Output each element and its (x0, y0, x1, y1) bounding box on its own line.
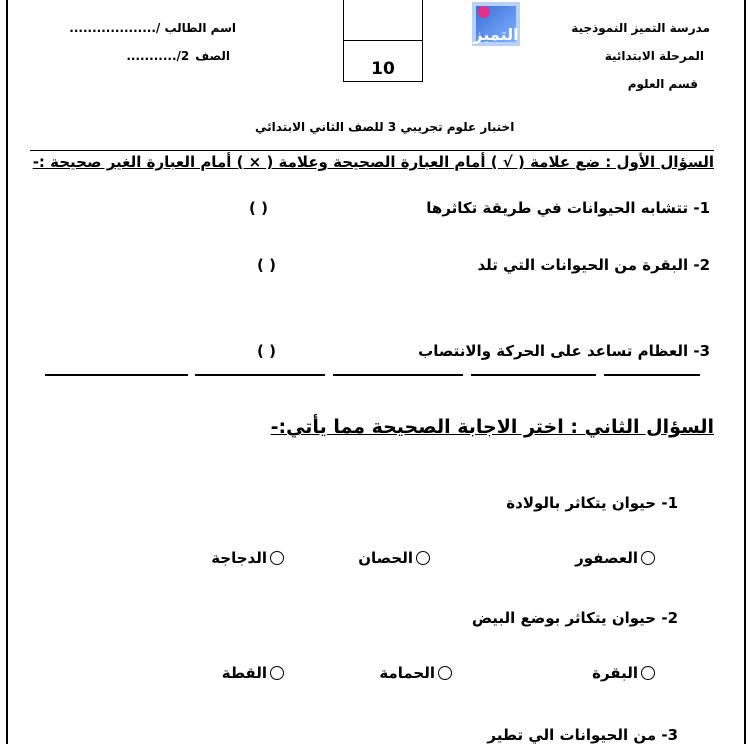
class-label: الصف (195, 49, 230, 63)
answer-blank-1[interactable]: ( ) (249, 199, 268, 217)
score-divider (344, 40, 422, 41)
option-label: القطة (221, 664, 267, 682)
school-info (571, 14, 710, 98)
question2-item-1: 1- حيوان يتكاثر بالولادة (506, 494, 678, 512)
separator-segment (471, 374, 596, 376)
option-label: البقرة (592, 664, 638, 682)
radio-circle-icon[interactable] (641, 551, 655, 565)
radio-circle-icon[interactable] (270, 551, 284, 565)
separator-segment (604, 374, 700, 376)
question1-title: السؤال الأول : ضع علامة ( √ ) أمام العبارة الصحيحة وعلامة ( × ) أمام العبارة الغير صحيحة :- (32, 153, 714, 171)
radio-circle-icon[interactable] (438, 666, 452, 680)
page-border-left (6, 0, 8, 744)
class-value: 2/........... (126, 49, 190, 63)
question1-item-2: 2- البقرة من الحيوانات التي تلد (477, 256, 710, 274)
separator-segment (195, 374, 325, 376)
score-value: 10 (371, 59, 395, 79)
radio-circle-icon[interactable] (270, 666, 284, 680)
radio-circle-icon[interactable] (416, 551, 430, 565)
school-logo (470, 0, 522, 48)
option-cow[interactable] (592, 664, 655, 682)
page-border-right (744, 0, 746, 744)
question2-item-3: 3- من الحيوانات الي تطير (487, 726, 678, 744)
score-box (343, 0, 423, 82)
question2-title: السؤال الثاني : اختر الاجابة الصحيحة مما يأتي:- (270, 416, 714, 438)
radio-circle-icon[interactable] (641, 666, 655, 680)
option-sparrow[interactable] (575, 549, 655, 567)
exam-title: اختبار علوم تجريبي 3 للصف الثاني الابتدائي (255, 120, 515, 134)
question1-item-3: 3- العظام تساعد على الحركة والانتصاب (418, 342, 710, 360)
option-pigeon[interactable] (379, 664, 452, 682)
logo-text: التميز (473, 25, 519, 44)
school-name: مدرسة التميز النموذجية (571, 21, 710, 35)
question1-item-1: 1- تتشابه الحيوانات في طريقة تكاثرها (426, 199, 710, 217)
separator-segment (333, 374, 463, 376)
student-name-label: اسم الطالب /................... (69, 21, 236, 35)
header-divider (30, 150, 714, 151)
separator-segment (45, 374, 188, 376)
option-label: الدجاجة (211, 549, 267, 567)
school-department: قسم العلوم (627, 77, 698, 91)
student-info (36, 14, 236, 70)
answer-blank-2[interactable]: ( ) (257, 256, 276, 274)
question2-item-2: 2- حيوان يتكاثر بوضع البيض (471, 609, 678, 627)
option-label: الحصان (358, 549, 413, 567)
option-label: الحمامة (379, 664, 435, 682)
option-cat[interactable] (222, 664, 284, 682)
school-stage: المرحلة الابتدائية (604, 49, 704, 63)
option-chicken[interactable] (211, 549, 284, 567)
answer-blank-3[interactable]: ( ) (257, 342, 276, 360)
option-label: العصفور (575, 549, 638, 567)
option-horse[interactable] (358, 549, 430, 567)
